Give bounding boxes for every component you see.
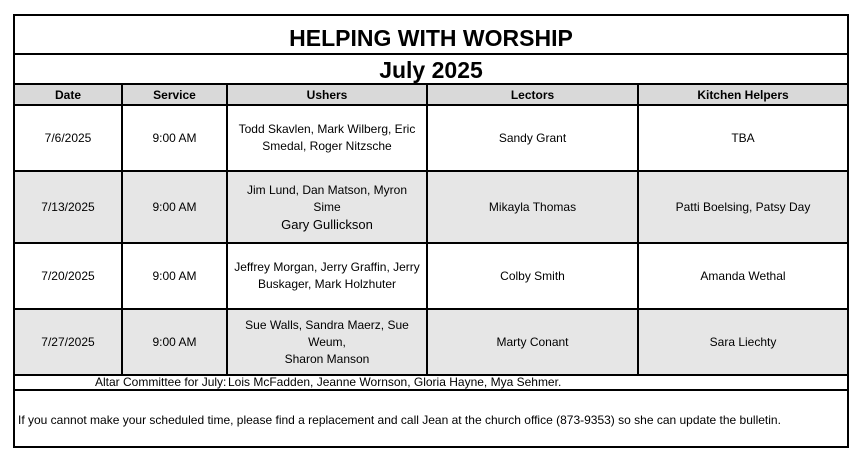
ushers-cell	[227, 309, 427, 375]
table-row	[15, 309, 847, 375]
header-date: Date	[15, 85, 122, 105]
table-header-row	[15, 85, 847, 105]
altar-committee-names: Lois McFadden, Jeanne Wornson, Gloria Hayne, Mya Sehmer.	[228, 375, 562, 389]
ushers-line: Sue Walls, Sandra Maerz, Sue Weum,	[245, 317, 409, 349]
kitchen-cell: TBA	[638, 105, 847, 171]
ushers-cell	[227, 243, 427, 309]
kitchen-cell: Amanda Wethal	[638, 243, 847, 309]
schedule-sheet	[13, 14, 849, 448]
replacement-note: If you cannot make your scheduled time, please find a replacement and call Jean at the church office (873-9353) so she can update the bulletin.	[18, 413, 781, 427]
ushers-line: Buskager, Mark Holzhuter	[257, 277, 397, 291]
service-cell: 9:00 AM	[122, 243, 227, 309]
table-row	[15, 105, 847, 171]
date-cell: 7/13/2025	[15, 171, 122, 243]
ushers-line: Gary Gullickson	[281, 216, 373, 232]
lectors-cell: Marty Conant	[427, 309, 638, 375]
date-cell: 7/20/2025	[15, 243, 122, 309]
lectors-cell: Colby Smith	[427, 243, 638, 309]
ushers-line: Todd Skavlen, Mark Wilberg, Eric	[238, 122, 416, 136]
schedule-table	[15, 85, 847, 376]
ushers-line: Jeffrey Morgan, Jerry Graffin, Jerry	[234, 260, 420, 274]
header-lectors: Lectors	[427, 85, 638, 105]
service-cell: 9:00 AM	[122, 309, 227, 375]
altar-committee-label: Altar Committee for July:	[95, 375, 227, 389]
ushers-line: Sharon Manson	[284, 351, 370, 366]
lectors-cell: Mikayla Thomas	[427, 171, 638, 243]
table-row	[15, 243, 847, 309]
ushers-cell	[227, 105, 427, 171]
page-title: HELPING WITH WORSHIP	[15, 16, 847, 55]
date-cell: 7/27/2025	[15, 309, 122, 375]
header-ushers: Ushers	[227, 85, 427, 105]
month-heading: July 2025	[15, 55, 847, 85]
ushers-cell	[227, 171, 427, 243]
kitchen-cell: Sara Liechty	[638, 309, 847, 375]
service-cell: 9:00 AM	[122, 105, 227, 171]
header-kitchen-helpers: Kitchen Helpers	[638, 85, 847, 105]
kitchen-cell: Patti Boelsing, Patsy Day	[638, 171, 847, 243]
header-service: Service	[122, 85, 227, 105]
altar-committee-row	[15, 375, 847, 391]
ushers-line: Jim Lund, Dan Matson, Myron Sime	[246, 182, 408, 214]
lectors-cell: Sandy Grant	[427, 105, 638, 171]
date-cell: 7/6/2025	[15, 105, 122, 171]
table-row	[15, 171, 847, 243]
service-cell: 9:00 AM	[122, 171, 227, 243]
ushers-line: Smedal, Roger Nitzsche	[262, 139, 392, 153]
